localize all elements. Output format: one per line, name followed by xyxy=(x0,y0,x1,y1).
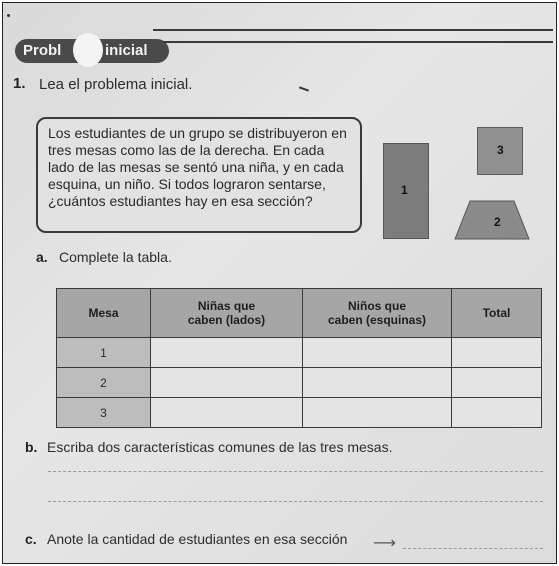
question-b-letter: b. xyxy=(25,439,38,455)
total-input-cell[interactable] xyxy=(452,338,542,368)
problem-statement-box xyxy=(36,117,362,233)
ninos-input-cell[interactable] xyxy=(303,338,452,368)
top-rule xyxy=(153,29,553,31)
header-mesa: Mesa xyxy=(57,289,151,338)
table-header-row xyxy=(57,289,542,338)
answer-table xyxy=(56,288,542,428)
row-mesa-cell: 3 xyxy=(57,398,151,428)
header-total: Total xyxy=(452,289,542,338)
answer-line-b1[interactable] xyxy=(48,471,543,472)
banner-rule xyxy=(163,41,553,43)
total-input-cell[interactable] xyxy=(452,368,542,398)
header-ninas: Niñas que caben (lados) xyxy=(151,289,303,338)
total-input-cell[interactable] xyxy=(452,398,542,428)
problem-line: tres mesas como las de la derecha. En cada xyxy=(48,142,325,158)
table-1-label: 1 xyxy=(401,183,408,197)
table-row xyxy=(57,338,542,368)
answer-line-c[interactable] xyxy=(403,548,543,549)
ninos-input-cell[interactable] xyxy=(303,398,452,428)
question-a-text: Complete la tabla. xyxy=(59,249,172,265)
row-mesa-cell: 1 xyxy=(57,338,151,368)
worksheet-page xyxy=(2,2,557,564)
pen-mark xyxy=(299,86,309,91)
table-3-label: 3 xyxy=(497,143,504,157)
arrow-icon: ⟶ xyxy=(373,535,396,552)
table-2-label: 2 xyxy=(494,215,501,229)
problem-line: esquina, un niño. Si todos lograron sentarse, xyxy=(48,176,326,192)
row-mesa-cell: 2 xyxy=(57,368,151,398)
question-1-number: 1. xyxy=(13,75,26,92)
header-ninos: Niños que caben (esquinas) xyxy=(303,289,452,338)
banner-punch-hole xyxy=(73,33,103,67)
question-c-letter: c. xyxy=(25,531,37,547)
problem-line: Los estudiantes de un grupo se distribuyeron en xyxy=(48,125,347,141)
question-a-letter: a. xyxy=(36,249,48,265)
table-row xyxy=(57,368,542,398)
question-b-text: Escriba dos características comunes de las tres mesas. xyxy=(47,439,393,455)
banner-text-right: inicial xyxy=(105,42,148,59)
corner-dot xyxy=(7,14,10,17)
ninos-input-cell[interactable] xyxy=(303,368,452,398)
question-1-text: Lea el problema inicial. xyxy=(39,76,193,93)
table-2-trapezoid-shape xyxy=(454,200,530,240)
problem-line: lado de las mesas se sentó una niña, y en cada xyxy=(48,159,344,175)
table-row xyxy=(57,398,542,428)
problem-line: ¿cuántos estudiantes hay en esa sección? xyxy=(48,193,313,209)
question-c-text: Anote la cantidad de estudiantes en esa sección xyxy=(47,531,348,547)
ninas-input-cell[interactable] xyxy=(151,338,303,368)
section-banner xyxy=(15,39,169,63)
banner-text-left: Probl xyxy=(23,42,62,59)
answer-line-b2[interactable] xyxy=(48,501,543,502)
ninas-input-cell[interactable] xyxy=(151,398,303,428)
ninas-input-cell[interactable] xyxy=(151,368,303,398)
